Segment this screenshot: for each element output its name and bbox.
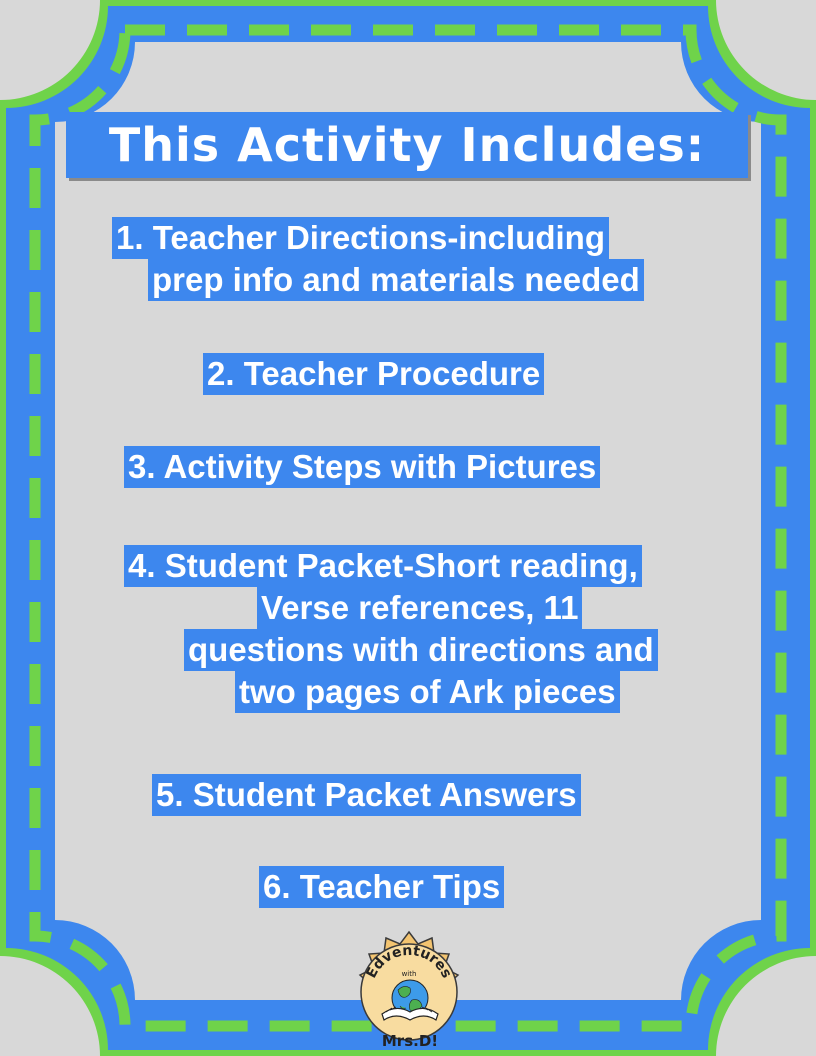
logo-mid-text: with [401,970,417,978]
list-item-line: prep info and materials needed [148,259,644,301]
list-item-line: questions with directions and [184,629,658,671]
list-item-line: Verse references, 11 [257,587,582,629]
list-item-3 [0,446,816,488]
frame-inner-panel [55,42,761,1000]
logo-top-text: Edventures [363,942,455,981]
list-item-line: 6. Teacher Tips [259,866,504,908]
list-item-2 [0,353,816,395]
list-item-line: 4. Student Packet-Short reading, [124,545,642,587]
list-item-line: two pages of Ark pieces [235,671,620,713]
list-item-line: 2. Teacher Procedure [203,353,544,395]
logo-bottom-text: Mrs.D! [381,1032,439,1050]
list-item-5 [0,774,816,816]
list-item-line: 5. Student Packet Answers [152,774,581,816]
list-item-line: 3. Activity Steps with Pictures [124,446,600,488]
list-item-4 [0,545,816,713]
page-title: This Activity Includes: [66,112,748,178]
list-item-1 [0,217,816,301]
list-item-6 [0,866,816,908]
edventures-logo [344,930,474,1056]
list-item-line: 1. Teacher Directions-including [112,217,609,259]
